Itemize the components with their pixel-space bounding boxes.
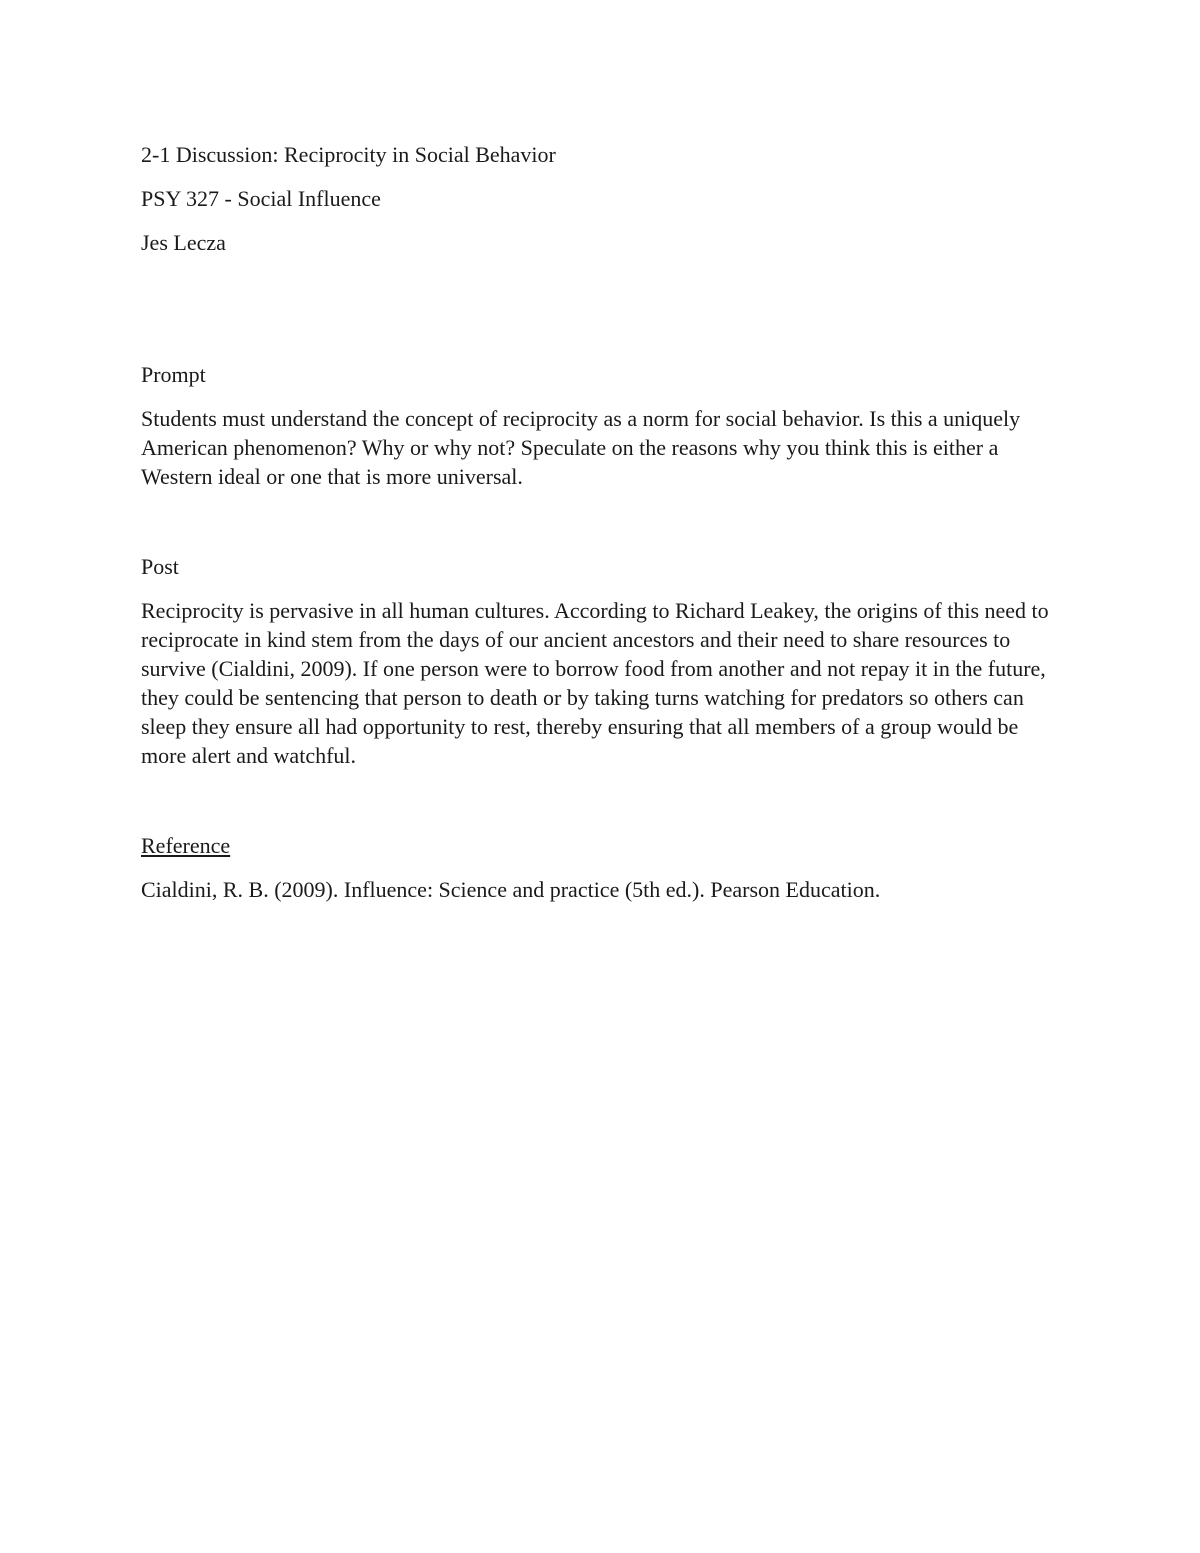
document-title: 2-1 Discussion: Reciprocity in Social Behavior — [141, 142, 556, 167]
reference-heading: Reference — [141, 833, 231, 858]
prompt-heading: Prompt — [141, 362, 206, 387]
post-heading: Post — [141, 554, 179, 579]
prompt-text: Students must understand the concept of reciprocity as a norm for social behavior. Is this a uniquely American phenomenon? Why or why not? Speculate on the reasons why you think this is either a Western ideal or one that is more universal. — [141, 406, 1021, 489]
post-text: Reciprocity is pervasive in all human cultures. According to Richard Leakey, the origins of this need to reciprocate in kind stem from the days of our ancient ancestors and their need to share resources to survive (Cialdini, 2009). If one person were to borrow food from another and not repay it in the future, they could be sentencing that person to death or by taking turns watching for predators so others can sleep they ensure all had opportunity to rest, thereby ensuring that all members of a group would be more alert and watchful. — [141, 598, 1049, 768]
reference-citation: Cialdini, R. B. (2009). Influence: Science and practice (5th ed.). Pearson Education. — [141, 877, 881, 902]
document-body — [141, 140, 1061, 904]
course-name: PSY 327 - Social Influence — [141, 186, 381, 211]
author-name: Jes Lecza — [141, 230, 226, 255]
